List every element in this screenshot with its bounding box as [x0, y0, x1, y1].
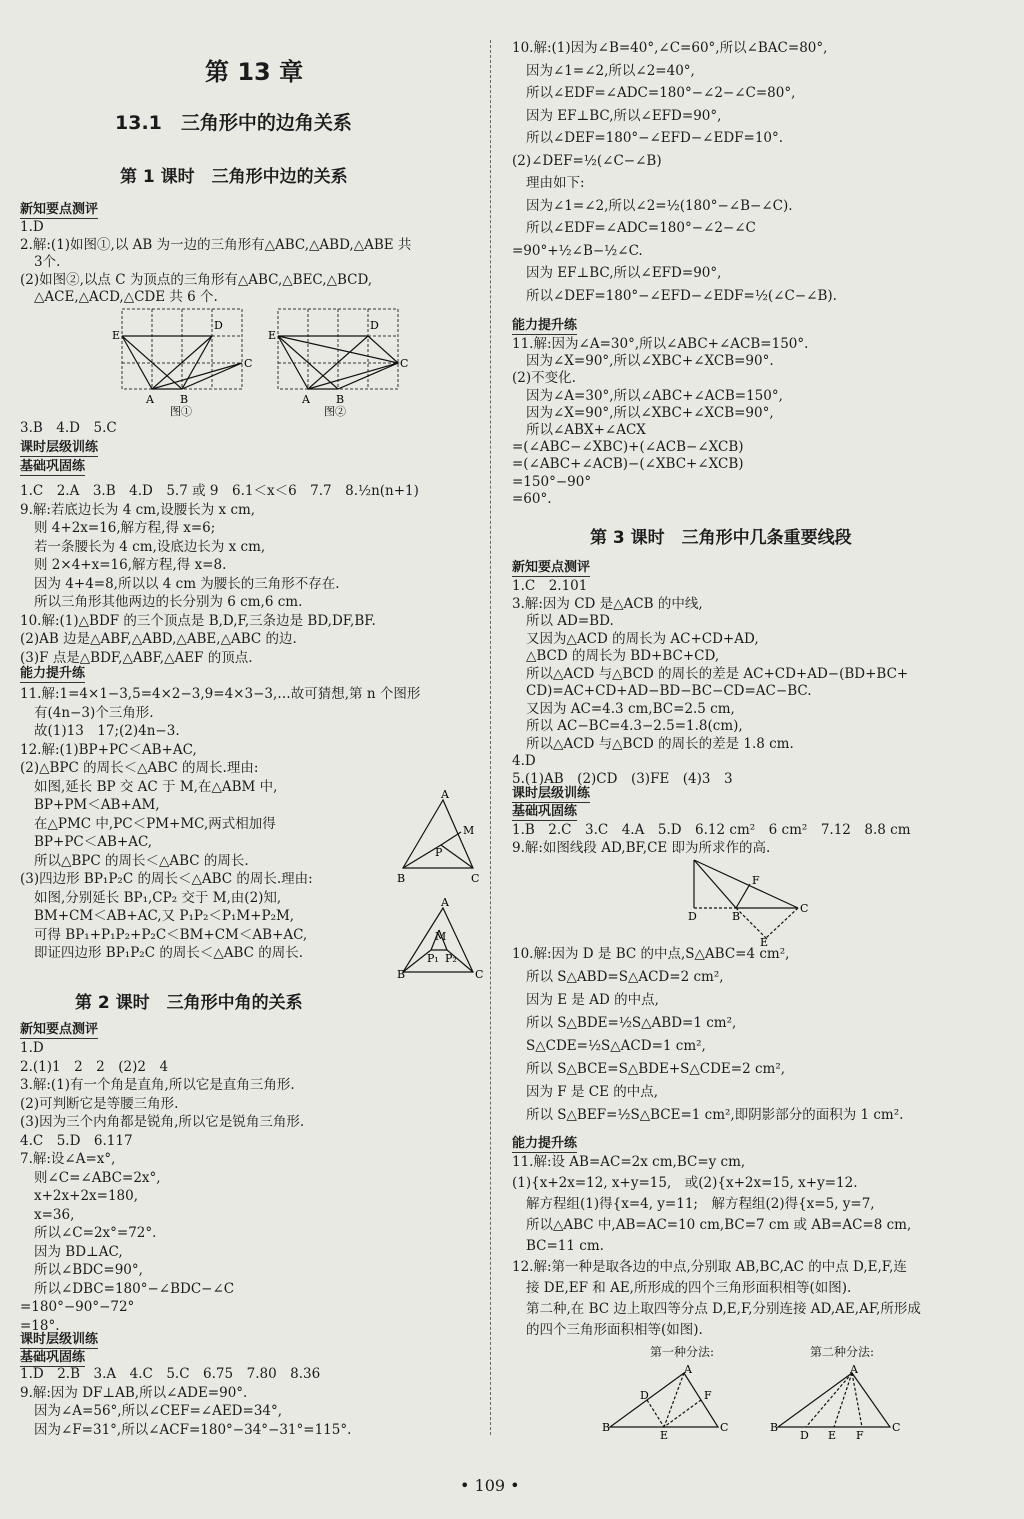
l2a-line: 所以∠C=2x°=72°.: [34, 1225, 157, 1241]
l2a-line: 则∠C=∠ABC=2x°,: [34, 1169, 161, 1186]
r3-line: 又因为 AC=4.3 cm,BC=2.5 cm,: [526, 700, 735, 717]
svg-text:P: P: [435, 846, 443, 859]
r1-line: 所以∠EDF=∠ADC=180°−∠2−∠C=80°,: [526, 85, 796, 101]
l2a-line: 1.D: [20, 1040, 44, 1056]
r6-line: 的四个三角形面积相等(如图).: [526, 1322, 703, 1338]
l1c-line: 故(1)13 17;(2)4n−3.: [34, 723, 180, 739]
l2b-line: 1.D 2.B 3.A 4.C 5.C 6.75 7.80 8.36: [20, 1366, 321, 1382]
fig2-caption: 图②: [324, 405, 346, 418]
lesson1-sub-basic: 基础巩固练: [20, 459, 86, 474]
r6-line: (1){x+2x=12, x+y=15, 或(2){x+2x=15, x+y=12.: [512, 1175, 858, 1191]
l1b-line: 所以三角形其他两边的长分别为 6 cm,6 cm.: [34, 594, 303, 610]
svg-text:E: E: [112, 329, 121, 342]
r3-line: CD)=AC+CD+AD−BD−BC−CD=AC−BC.: [526, 683, 812, 699]
svg-text:B: B: [180, 393, 189, 406]
l1a-line: 1.D: [20, 219, 44, 235]
r1-line: =90°+½∠B−½∠C.: [512, 242, 643, 259]
r5-line: 所以 S△BDE=½S△ABD=1 cm²,: [526, 1015, 737, 1031]
svg-text:C: C: [400, 357, 409, 370]
svg-text:E: E: [828, 1429, 837, 1442]
svg-text:C: C: [475, 968, 484, 980]
svg-text:D: D: [640, 1389, 649, 1402]
lesson2-sub-new: 新知要点测评: [20, 1022, 99, 1037]
r5-line: 10.解:因为 D 是 BC 的中点,S△ABC=4 cm²,: [512, 946, 790, 962]
r1-line: 所以∠DEF=180°−∠EFD−∠EDF=10°.: [526, 130, 784, 146]
r3-line: △BCD 的周长为 BD+BC+CD,: [526, 648, 720, 664]
lesson1-sub-practice: 课时层级训练: [20, 440, 99, 455]
lesson3-sub-practice: 课时层级训练: [512, 786, 591, 801]
lesson2-title: 第 2 课时 三角形中角的关系: [75, 993, 303, 1013]
chapter-title: 第 13 章: [205, 58, 304, 86]
svg-text:P₂: P₂: [445, 952, 457, 965]
svg-text:M: M: [463, 824, 475, 837]
method2-label: 第二种分法:: [810, 1345, 875, 1359]
r1-line: 因为∠1=∠2,所以∠2=40°,: [526, 62, 695, 79]
r2-line: 因为∠X=90°,所以∠XBC+∠XCB=90°,: [526, 404, 774, 421]
r1-line: (2)∠DEF=½(∠C−∠B): [512, 152, 662, 169]
r2-line: 所以∠ABX+∠ACX: [526, 422, 646, 438]
l2b-line: 因为∠F=31°,所以∠ACF=180°−34°−31°=115°.: [34, 1421, 352, 1438]
l1c-line: 即证四边形 BP₁P₂C 的周长＜△ABC 的周长.: [34, 945, 304, 961]
l2a-line: 所以∠BDC=90°,: [34, 1262, 143, 1278]
r3-line: 所以 AD=BD.: [526, 613, 614, 629]
l2b-line: 因为∠A=56°,所以∠CEF=∠AED=34°,: [34, 1403, 283, 1419]
l1c-line: (2)△BPC 的周长＜△ABC 的周长.理由:: [20, 760, 259, 776]
r3-line: 又因为△ACD 的周长为 AC+CD+AD,: [526, 630, 759, 647]
r3-line: 所以 AC−BC=4.3−2.5=1.8(cm),: [526, 718, 743, 734]
lesson3-sub-new: 新知要点测评: [512, 560, 591, 575]
l1c-line: 12.解:(1)BP+PC＜AB+AC,: [20, 741, 197, 758]
r2-line: 因为∠X=90°,所以∠XBC+∠XCB=90°.: [526, 353, 774, 370]
r3-line: 1.C 2.101: [512, 578, 588, 594]
lesson1-sub-ability: 能力提升练: [20, 666, 86, 681]
r3-line: 所以△ACD 与△BCD 的周长的差是 AC+CD+AD−(BD+BC+: [526, 665, 909, 682]
r1-line: 理由如下:: [526, 175, 585, 191]
svg-text:B: B: [602, 1421, 611, 1434]
svg-text:A: A: [441, 896, 449, 909]
lesson3-title: 第 3 课时 三角形中几条重要线段: [590, 528, 852, 548]
r3-line: 3.解:因为 CD 是△ACB 的中线,: [512, 595, 703, 612]
svg-text:A: A: [441, 790, 449, 801]
l1a-line: (2)如图②,以点 C 为顶点的三角形有△ABC,△BEC,△BCD,: [20, 271, 373, 288]
l1b-line: 因为 4+4=8,所以以 4 cm 为腰长的三角形不存在.: [34, 575, 340, 592]
page-number: • 109 •: [460, 1476, 520, 1495]
svg-text:C: C: [800, 902, 809, 915]
r2-line: =60°.: [512, 490, 552, 507]
l2a-line: =18°.: [20, 1317, 60, 1334]
fig1-caption: 图①: [170, 405, 192, 418]
svg-text:B: B: [397, 872, 406, 885]
svg-text:F: F: [752, 874, 760, 887]
r6-line: 所以△ABC 中,AB=AC=10 cm,BC=7 cm 或 AB=AC=8 cm,: [526, 1217, 912, 1233]
l1b-line: 若一条腰长为 4 cm,设底边长为 x cm,: [34, 538, 266, 555]
svg-text:D: D: [800, 1429, 809, 1442]
l1b-line: (2)AB 边是△ABF,△ABD,△ABE,△ABC 的边.: [20, 631, 297, 647]
svg-text:M: M: [435, 930, 447, 943]
r4-line: 1.B 2.C 3.C 4.A 5.D 6.12 cm² 6 cm² 7.12 8.8 cm: [512, 822, 911, 838]
r6-line: BC=11 cm.: [526, 1238, 604, 1254]
section-title: 13.1 三角形中的边角关系: [115, 112, 352, 134]
method1-label: 第一种分法:: [650, 1345, 715, 1359]
l1b-line: 则 2×4+x=16,解方程,得 x=8.: [34, 557, 227, 573]
svg-text:D: D: [688, 910, 697, 923]
r6-line: 接 DE,EF 和 AE,所形成的四个三角形面积相等(如图).: [526, 1280, 852, 1296]
l1c-line: 可得 BP₁+P₁P₂+P₂C＜BM+CM＜AB+AC,: [34, 926, 308, 943]
r1-line: 因为∠1=∠2,所以∠2=½(180°−∠B−∠C).: [526, 197, 793, 214]
r5-line: 所以 S△ABD=S△ACD=2 cm²,: [526, 969, 724, 985]
lesson1-title: 第 1 课时 三角形中边的关系: [120, 167, 348, 187]
svg-text:A: A: [302, 393, 310, 406]
r5-line: 因为 E 是 AD 的中点,: [526, 992, 659, 1008]
r2-line: =150°−90°: [512, 473, 592, 490]
svg-text:B: B: [336, 393, 345, 406]
svg-text:B: B: [732, 910, 741, 923]
l1c-line: 所以△BPC 的周长＜△ABC 的周长.: [34, 852, 249, 869]
r2-line: =(∠ABC−∠XBC)+(∠ACB−∠XCB): [512, 439, 744, 456]
svg-text:E: E: [760, 936, 769, 948]
l1c-line: 有(4n−3)个三角形.: [34, 704, 154, 721]
l2a-line: (3)因为三个内角都是锐角,所以它是锐角三角形.: [20, 1114, 305, 1130]
r1-line: 10.解:(1)因为∠B=40°,∠C=60°,所以∠BAC=80°,: [512, 40, 828, 56]
r5-line: 所以 S△BEF=½S△BCE=1 cm²,即阴影部分的面积为 1 cm².: [526, 1107, 904, 1123]
svg-text:C: C: [471, 872, 480, 885]
lesson2-sub-practice: 课时层级训练: [20, 1332, 99, 1347]
figure-divisions: [600, 1365, 900, 1443]
figure-grid-triangles: [110, 305, 410, 420]
r3-line: 4.D: [512, 753, 536, 769]
l1b-line: 则 4+2x=16,解方程,得 x=6;: [34, 520, 216, 536]
r6-line: 12.解:第一种是取各边的中点,分别取 AB,BC,AC 的中点 D,E,F,连: [512, 1259, 907, 1275]
l1a-line: 3个.: [34, 254, 61, 270]
l1b-line: (3)F 点是△BDF,△ABF,△AEF 的顶点.: [20, 649, 253, 666]
r5-line: 所以 S△BCE=S△BDE+S△CDE=2 cm²,: [526, 1061, 786, 1077]
svg-text:B: B: [397, 968, 406, 980]
svg-text:E: E: [268, 329, 277, 342]
svg-text:C: C: [892, 1421, 900, 1434]
l1b-line: 1.C 2.A 3.B 4.D 5.7 或 9 6.1＜x＜6 7.7 8.½n(n+1): [20, 483, 419, 499]
l1a-line: 2.解:(1)如图①,以 AB 为一边的三角形有△ABC,△ABD,△ABE 共: [20, 236, 412, 253]
l2a-line: 3.解:(1)有一个角是直角,所以它是直角三角形.: [20, 1077, 295, 1093]
r2-line: 11.解:因为∠A=30°,所以∠ABC+∠ACB=150°.: [512, 336, 809, 352]
l1c-line: (3)四边形 BP₁P₂C 的周长＜△ABC 的周长.理由:: [20, 871, 313, 887]
r5-line: 因为 F 是 CE 的中点,: [526, 1084, 659, 1100]
r4-line: 9.解:如图线段 AD,BF,CE 即为所求作的高.: [512, 840, 771, 856]
l1b-line: 9.解:若底边长为 4 cm,设腰长为 x cm,: [20, 501, 256, 518]
r3-line: 5.(1)AB (2)CD (3)FE (4)3 3: [512, 770, 733, 787]
l1c-line: 在△PMC 中,PC＜PM+MC,两式相加得: [34, 815, 276, 832]
svg-text:A: A: [684, 1365, 692, 1376]
lesson3-sub-basic: 基础巩固练: [512, 804, 578, 819]
svg-text:F: F: [704, 1389, 712, 1402]
l2a-line: =180°−90°−72°: [20, 1299, 135, 1315]
r1-line: 因为 EF⊥BC,所以∠EFD=90°,: [526, 107, 722, 124]
l2a-line: (2)可判断它是等腰三角形.: [20, 1095, 179, 1112]
l1c-line: 如图,延长 BP 交 AC 于 M,在△ABM 中,: [34, 778, 278, 795]
svg-text:E: E: [660, 1429, 669, 1442]
r6-line: 解方程组(1)得{x=4, y=11; 解方程组(2)得{x=5, y=7,: [526, 1196, 875, 1212]
r2-line: (2)不变化.: [512, 370, 576, 387]
l1c-line: 如图,分别延长 BP₁,CP₂ 交于 M,由(2)知,: [34, 889, 282, 906]
svg-text:D: D: [214, 319, 223, 332]
figure-triangle-bpc: [395, 790, 485, 980]
l2a-line: 所以∠DBC=180°−∠BDC−∠C: [34, 1280, 235, 1297]
l2a-line: 因为 BD⊥AC,: [34, 1243, 123, 1260]
figure-altitudes: [680, 856, 820, 948]
svg-text:C: C: [720, 1421, 729, 1434]
svg-text:F: F: [856, 1429, 864, 1442]
l1b-line: 10.解:(1)△BDF 的三个顶点是 B,D,F,三条边是 BD,DF,BF.: [20, 612, 376, 629]
svg-text:B: B: [770, 1421, 779, 1434]
lesson1-line-after: 3.B 4.D 5.C: [20, 420, 117, 436]
r6-line: 11.解:设 AB=AC=2x cm,BC=y cm,: [512, 1154, 746, 1170]
r3-line: 所以△ACD 与△BCD 的周长的差是 1.8 cm.: [526, 735, 794, 752]
r1-line: 所以∠DEF=180°−∠EFD−∠EDF=½(∠C−∠B).: [526, 287, 837, 304]
column-divider: [490, 40, 491, 1435]
l1c-line: 11.解:1=4×1−3,5=4×2−3,9=4×3−3,…故可猜想,第 n 个图形: [20, 686, 421, 702]
svg-text:A: A: [850, 1365, 858, 1376]
l2a-line: 7.解:设∠A=x°,: [20, 1151, 116, 1167]
right-sub-ability: 能力提升练: [512, 318, 578, 333]
lesson1-sub-new: 新知要点测评: [20, 202, 99, 217]
l2a-line: 2.(1)1 2 2 (2)2 4: [20, 1058, 169, 1075]
svg-text:C: C: [244, 357, 253, 370]
r1-line: 因为 EF⊥BC,所以∠EFD=90°,: [526, 265, 722, 281]
r1-line: 所以∠EDF=∠ADC=180°−∠2−∠C: [526, 220, 756, 236]
l2a-line: x+2x+2x=180,: [34, 1188, 139, 1204]
l2b-line: 9.解:因为 DF⊥AB,所以∠ADE=90°.: [20, 1384, 248, 1401]
svg-text:D: D: [370, 319, 379, 332]
l2a-line: 4.C 5.D 6.117: [20, 1132, 133, 1149]
l1c-line: BP+PM＜AB+AM,: [34, 797, 160, 813]
l1a-line: △ACE,△ACD,△CDE 共 6 个.: [34, 289, 218, 305]
l2a-line: x=36,: [34, 1206, 75, 1223]
l1c-line: BP+PC＜AB+AC,: [34, 834, 153, 850]
svg-text:A: A: [146, 393, 154, 406]
svg-text:P₁: P₁: [427, 952, 439, 965]
l1c-line: BM+CM＜AB+AC,又 P₁P₂＜P₁M+P₂M,: [34, 908, 295, 924]
r2-line: 因为∠A=30°,所以∠ABC+∠ACB=150°,: [526, 387, 783, 404]
r6-line: 第二种,在 BC 边上取四等分点 D,E,F,分别连接 AD,AE,AF,所形成: [526, 1301, 921, 1317]
right-sub-ability2: 能力提升练: [512, 1136, 578, 1151]
r2-line: =(∠ABC+∠ACB)−(∠XBC+∠XCB): [512, 456, 744, 473]
r5-line: S△CDE=½S△ACD=1 cm²,: [526, 1038, 706, 1054]
lesson2-sub-basic: 基础巩固练: [20, 1350, 86, 1365]
